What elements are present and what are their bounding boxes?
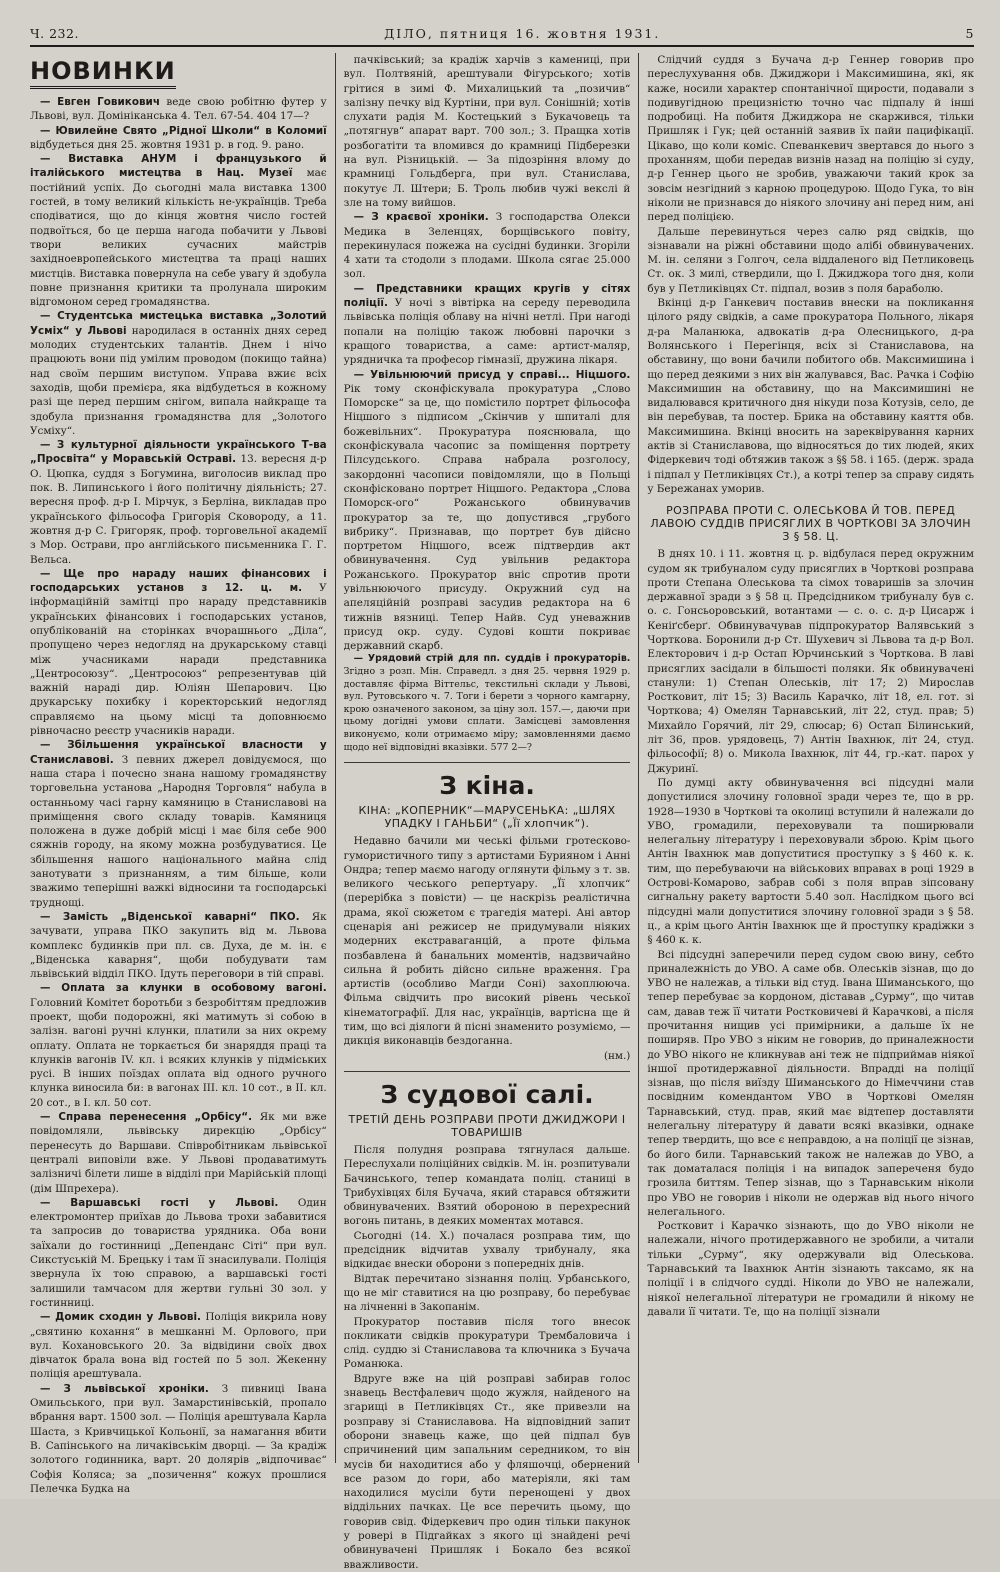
news-item-lead: — Урядовий стрій для пп. суддів і прокураторів. (353, 653, 631, 665)
divider (344, 762, 631, 763)
news-item-lead: — З культурної діяльности українського Т-ва „Просвіта“ у Моравській Остраві. (30, 439, 327, 466)
paragraph: Слідчий суддя з Бучача д-р Геннер говорив про переслухування обв. Джиджори і Максимишина, які, як каже, носили характер спонтанічної щирости, подавали з подивугідною прецизністю точно час підпалу й інші подробиці. На побитя Джиджора не скаржився, тільки Пришляк і Гук; цей останній заявив їх пайи пацифікації. Цікаво, що коли коміс. Спеванкевич звертався до нього з проханням, щоби передав визнів назад на поліцію зі суду, д-р Геннер цього не зробив, уважаючи такий крок за зовсім незгідний з карною процедурою. Щодо Гука, то він ніколи не признався до ніякого злочину ані перед ним, ані перед поліцією. (647, 54, 974, 224)
news-item-lead: — Ювилейне Свято „Рідної Школи“ в Коломиї (40, 124, 327, 137)
news-item-text: Поліція викрила нову „святиню кохання“ в мешканні М. Орлового, при вул. Кохановського 20. За відвідини своїх двох дівчаток брала вона від гостей по 5 зол. Жекенну поліція арештувала. (30, 1311, 327, 1381)
news-item-text: 13. вересня д-р О. Цюпка, суддя з Богумина, виголосив виклад про пок. В. Липинського і його політичну діяльність; 27. вересня проф. д-р І. Мірчук, з Берліна, викладав про українського фільософа Григорія Сковороду, а 11. жовтня д-р С. Григоряк, проф. торговельної академії з Мор. Острави, про англійського письменника Г. Г. Вельса. (30, 453, 327, 566)
news-item-lead: — Представники кращих кругів у сітях поліції. (343, 282, 631, 310)
news-item-text: Головний Комітет боротьби з безробіттям предложив проект, щоби подорожні, які матимуть зі собою в залізн. вагоні ручні клунки, платили за них окрему оплату. Оплата не торкається би знаряддя праці та клунків вагонів IV. кл. і всяких клунків у підміських русі. В інших поїздах оплата від одного ручного клунка виносила би: в вагонах III. кл. 10 сот., в II. кл. 20 сот., в I. кл. 50 сот. (30, 996, 327, 1109)
column-news (30, 53, 335, 1495)
news-item (30, 567, 327, 739)
news-item-text: народилася в останніх днях серед молодих студентських талантів. Днем і нічо працюють вони під умілим проводом (покищо тайна) над своїм першим виступом. Управа вжиє всіх заходів, щоби премієра, яка відбудеться в кожному разі ще перед першим снігом, випала найкраще та здобула признання громадянства для „Золотого Усміху“. (30, 324, 327, 437)
news-item-text: З господарства Олекси Медика в Зеленцях, борщівського повіту, перекинулася пожежа на сусідні будинки. Згоріли 4 хати та стодоли з плодами. Школа сягає 25.000 зол. (343, 211, 631, 281)
news-item-lead: — З львівської хроніки. (40, 1382, 209, 1395)
news-item (30, 1110, 327, 1196)
news-item (30, 1382, 327, 1496)
divider (344, 1071, 631, 1072)
news-item-text: Рік тому сконфіскувала прокуратура „Слово Поморске“ за це, що помістило портрет фільософа Ніцшого з підписом „Скінчив у шпиталі для божевільних“. Прокуратура пояснювала, що сконфіскувала часопис за поміщення портрету Пілсудського. Справа набрала розголосу, закордонні часописи повідомляли, що в Польщі сконфісковано портрет Ніцшого. Редактора „Слова Поморск-ого“ Рожанського обвинувачив прокуратор за те, що допустився „грубого вибрику“. Признавав, що портрет був дійсно портретом Ніцшого, всеж підтвердив акт обвинувачення. Суд увільнив редактора Рожанського. Прокуратор вніс спротив проти увільнюючого присуду. Окружний суд на апеляційній розправі засудив редактора на 6 тижнів вязниці. Тепер Найв. Суд уневажнив присуд окр. суду. Судові кошти покриває державний скарб. (343, 382, 631, 653)
news-item-lead: — Справа перенесення „Орбісу“. (40, 1111, 253, 1124)
news-item-lead: — Ще про нараду наших фінансових і господарських установ з 12. ц. м. (30, 567, 327, 595)
news-item (30, 152, 327, 309)
news-item (30, 124, 327, 153)
kino-section-title: З кіна. (439, 771, 535, 801)
news-item (344, 282, 631, 368)
news-item-text: Один електромонтер приїхав до Львова трохи забавитися та запросив до товариства урядника. Оба вони заїхали до гостинниці „Депенданс Сіті“ при вул. Сикстуській М. Брецьку і там її знасилували. Поліція звернула їх тою справою, а варшавські гості залишили тамчасом для жертви гульні 30 зол. у гостинниці. (30, 1196, 327, 1309)
news-item-lead: — З краєвої хроніки. (353, 211, 489, 224)
paragraph: По думці акту обвинувачення всі підсудні мали допустилися злочину головної зради через те, що в рр. 1928—1930 в Чорткові та околиці вступили й належали до УВО, громадили, переховували та поширювали нелегальну літературу і переховували зброю. Крім цього Антін Івахнюк мав допуститися проступку з § 460 к. к. тим, що перебуваючи на військових вправах в році 1929 в Острові-Комарово, забрав собі з поля вправ зіпсовану сигнальну ракету вартости 5.40 зол. Наслідком цього всі підсудні мали допуститися злочину головної зради з § 58. ц., а крім цього Антін Івахнюк ще й проступку крадіжки з § 460 к. к. (647, 776, 974, 947)
news-item-text: пачківський; за крадіж харчів з камениці, при вул. Полтвяній, арештували Фігурського; хотів грітися в зимі Ф. Михалицький та „позичив“ залізну печку від Куртіни, при вул. Сонішній; хотів слухати радія М. Костецький з Букачовець та „потягнув“ апарат варт. 700 зол.; З. Пращка хотів розбогатіти та вломився до крамниці Підберезки на вул. Різницькій. — За підозріння вломy до крамниці Гольдберга, при вул. Станислава, покутує Л. Штери; Б. Троль любив чужі векслі й зле на тому вийшов. (343, 54, 631, 209)
news-item (30, 738, 327, 910)
news-item (30, 910, 327, 981)
column-court (639, 53, 974, 1463)
news-item (30, 1310, 327, 1381)
news-item (344, 653, 631, 754)
court-report (344, 1143, 631, 1572)
news-item-text: Як зачувати, управа ПКО закупить від м. Львова комплекс будинків при пл. св. Духа, де м. ін. є „Віденська каварня“, щоби побудувати там львівський відділ ПКО. Ідуть переговори в тій справі. (30, 910, 327, 981)
news-item-text: відбудеться дня 25. жовтня 1931 р. в год. 9. рано. (30, 138, 305, 151)
news-item-lead: — Виставка АНУМ і французького й італійського мистецтва в Нац. Музеї (30, 153, 327, 180)
news-item-lead: — Евген Говикович (40, 96, 160, 108)
news-item-lead: — Оплата за клунки в особовому вагоні. (40, 982, 327, 995)
news-item-lead: — Варшавські гості у Львові. (40, 1196, 279, 1209)
issue-number: Ч. 232. (30, 26, 79, 41)
news-item (344, 53, 631, 210)
paragraph: Прокуратор поставив після того внесок покликати свідків прокуратури Трембаловича і слід. суддю зі Станиславова та ключника з Бучача Романюка. (343, 1315, 631, 1371)
newspaper-title-date: ДІЛО, пятниця 16. жовтня 1931. (384, 26, 661, 41)
news-item-text: веде свою робітню футер у Львові, вул. Домініканська 4. Тел. 67-54. 404 17—? (30, 96, 327, 123)
news-item-lead: — Домик сходин у Львові. (40, 1311, 201, 1324)
court-report-continued (647, 53, 974, 496)
paragraph: Дальше перевинуться через салю ряд свідків, що зізнавали на ріжні обставини щодо алібі обвинувачених. М. ін. селяни з Голгоч, села віддаленого від Петликовець Ст. ок. 3 милі, ствердили, що І. Джиджора того дня, коли був у Петликівцях Ст. підпал, возив з поля бараболю. (647, 225, 974, 295)
news-item (30, 1196, 327, 1310)
paragraph: Після полудня розправа тягнулася дальше. Переслухали поліційних свідків. М. ін. розпитували Бачинського, тепер командата поліц. станиці в Трибухівцях біля Бучача, який старався обтяжити обвинувачених. Взятий обороною в перехресний вогонь питань, в деяких моментах мотався. (343, 1143, 631, 1228)
paragraph: Ростковит і Карачко зізнають, що до УВО ніколи не належали, нічого протидержавного не зробили, а читали тільки „Сурму“, яку одержували від Олеськова. Тарнавський та Івахнюк Антін зізнають таксамо, як на поліції і в слідчого судді. Ніколи до УВО не належали, ніякої нелегальної літератури не громадили й нікому не давали її читати. Те, що на поліції зізнали (647, 1220, 974, 1318)
news-item-text: Згідно з розп. Мін. Справедл. з дня 25. червня 1929 р. доставляє фірма Віттельс, текстильні склади у Львові, вул. Рутовського ч. 7. Тоги і берети з чорного камгарну, крою означеного законом, за ціну зол. 157.—, даючи при цьому догідні умови сплати. Замісцеві замовлення виконуємо, коли отримаємо міру; замовленнями даємо щодо неї відповідні вказівки. 577 2—? (343, 666, 631, 753)
news-item-text: Як ми вже повідомляли, львівську дирекцію „Орбісу“ перенесуть до Варшави. Співробітникам львівської централі виповіли вже. У Львові продаватимуть залізничі білети лише в відділі при Марійській площі (дім Шпрехера). (30, 1111, 327, 1195)
kino-review: Недавно бачили ми чеські фільми гротесково-гумористичного типу з артистами Бурияном і Анні Ондра; тепер маємо нагоду оглянути фільму з т. зв. великого чеського репертуару. „Її хлопчик“ (перерібка з повісти) — це наскрізь реалістична драма, якої сюжетом є трагедія матері. Ані автор сценарія ані режисер не придумували ніяких модерних екстраваганцій, а проте фільма позбавлена й банальних моментів, надзвичайно сильна й робить дійсно сильне враження. Гра артистів (особливо Магди Соні) захоплююча. Фільма свідчить про високий рівень чеської кінематографії. Для нас, українців, вартісна ще й тим, що всі діялоги й пісні знаменито розуміємо, — дикція виконавців бездоганна. (343, 835, 631, 1048)
court-subtitle: ТРЕТІЙ ДЕНЬ РОЗПРАВИ ПРОТИ ДЖИДЖОРИ І ТОВАРИШІВ (348, 1112, 626, 1139)
paragraph: В днях 10. і 11. жовтня ц. р. відбулася перед окружним судом як трибуналом суду присяглих в Чорткові розправа проти Степана Олеськова та сімох товаришів за злочин державної зради з § 58 ц. Предсідником трибуналу був с. о. с. Гонсьоровський, вотантами — с. о. с. д-р Цисарж і Кеніґсберґ. Обвинувачував підпрокуратор Валявський з Чорткова. Боронили д-р Ст. Шухевич зі Львова та д-р Вол. Електорович і д-р Остап Юрчинський з Чорткова. В лаві присяглих засідали в більшості поляки. Як обвинувачені станули: 1) Степан Олеськів, літ 17; 2) Мирослав Ростковит, літ 15; 3) Василь Карачко, літ 18, ел. гот. зі Чорткова; 4) Омелян Тарнавський, літ 22, студ. прав; 5) Михайло Горячий, літ 29, слюсар; 6) Остап Білинський, літ 36, пров. урядовець, 7) Антін Івахнюк, літ 24, студ. фільософії; 8) о. Микола Івахнюк, літ 44, гр.-кат. парох у Джуринї. (647, 548, 974, 775)
paragraph: Вкінці д-р Ганкевич поставив внески на покликання цілого ряду свідків, а саме прокуратора Польного, лікаря д-ра Маланюка, адвокатів д-ра Олесницького, д-ра Волянського і Перегінця, всіх зі Станиславова, на обставину, що вони бачили побитого обв. Максимишина і що перед деякими з них він жалувався, Вас. Рачка і Софію Максимишин на обставину, що на Максимишині не видалювався критичного дня нікуди поза Котузів, село, де він перебував, та постер. Брика на обставину каяття обв. Максимишина. Вкінці вносить на зареквірування карних актів зі Станиславова, що відносяться до тих людей, яких Фідеркевич тоді обтяжив також з §§ 58. і 165. (держ. зрада і підпал у Петликівцях Ст.), а котрі тепер за справу сидять у Бережанах уморив. (647, 297, 974, 495)
news-item-text: З певних джерел довідуємося, що наша стара і почесно знана нашому громадянству торговельна установа „Народня Торговля“ набула в останньому часі гарну камяницю в Станиславові на приміщення свого складу товарів. Камяниця положена в дуже добрій місці і має біля себе 900 сяжнів городу, на якому можна розбудуватися. Це збільшення нашого національного майна слід занотувати з признанням, а тим більше, коли зважимо теперішні важкі відносини та господарські труднощі. (30, 753, 327, 909)
olesko-trial-report (647, 547, 974, 1319)
news-item (344, 368, 631, 654)
news-item-text: У інформаційній замітці про нараду представників українських фінансових і господарських установ, опублікованій на сторінках вчорашнього „Діла“, пропущено через недогляд на друкарському ставці між учасниками наради представника „Центросоюзу“. „Центросоюз“ репрезентував цій важній нараді дир. Юліян Шепарович. Цю друкарську похибку і коректорський недогляд справляємо на цьому місці та доповнюємо рівночасно реєстр учасників наради. (30, 582, 327, 738)
news-item (30, 438, 327, 567)
news-item (344, 210, 631, 281)
olesko-trial-title: РОЗПРАВА ПРОТИ С. ОЛЕСЬКОВА Й ТОВ. ПЕРЕД ЛАВОЮ СУДДІВ ПРИСЯГЛИХ В ЧОРТКОВІ ЗА ЗЛОЧИН З § 58. Ц. (650, 504, 971, 544)
court-section-title: З судової салі. (380, 1079, 594, 1109)
news-item (30, 309, 327, 438)
section-title-novynky: НОВИНКИ (30, 57, 176, 89)
news-item-lead: — Збільшення української власности у Станиславові. (30, 739, 327, 766)
chronicle-items (344, 53, 631, 754)
page-number: 5 (965, 26, 974, 41)
news-item-text: З пивниці Івана Омильського, при вул. Замарстинівській, пропало вбрання варт. 1500 зол. — Поліція арештувала Карла Шаста, з Кривчицької Кольонії, за намагання вбити В. Сапінського на личаківськім дворці. — За крадіж золотого годинника, варт. 20 долярів „відпочиває“ Софія Коляса; за „позичення“ кожух прошлися Пелечка Будка на (30, 1382, 327, 1495)
news-items (30, 95, 327, 1496)
masthead (30, 26, 974, 47)
kino-signature: (нм.) (603, 1049, 631, 1062)
paragraph: Сьогодні (14. X.) почалася розправа тим, що предсідник відчитав ухвалу трибуналу, яка відкидає внески оборони з попередніх днів. (343, 1229, 631, 1271)
kino-subtitle: КІНА: „КОПЕРНИК“—МАРУСЕНЬКА: „ШЛЯХ УПАДКУ І ГАНЬБИ“ („Її хлопчик“). (358, 804, 616, 831)
news-item-lead: — Студентська мистецька виставка „Золотий Усміх“ у Львові (30, 310, 327, 337)
news-item-lead: — Увільнюючий присуд у справі... Ніцшого. (353, 368, 631, 381)
paragraph: Всі підсудні заперечили перед судом свою вину, себто приналежність до УВО. А саме обв. Олеськів зізнав, що до УВО не належав, а тільки від студ. Івана Шиманського, що тепер перебуває за кордоном, діставав „Сурму“, що читав сам, давав теж її читати Ростковичеві й Карачкові, а після прочитання нищив усі примірники, а дальше їх не поширяв. Про УВО з ніким не говорив, до приналежности до УВО нікого не кликнував ані теж не підприймав ніякої іншої протидержавної діяльности. Впрадді на поліції зізнав, що після виїзду Шиманського до Німеччини став посвідним комендантом УВО в Чорткові Омелян Тарнавський, студ. прав, який має відтепер доставляти нелегальну літературу й давати всякі вказівки, однаке тепер твердить, що все є неправдою, а на поліції це зізнав, бо його били. Тарнавський також не належав до УВО, а так доматалася поліція і на випадок запереченя будо грозила биттям. Тепер зізнав, що з Тарнавським ніколи про УВО не говорив і ніколи не одержав від нього нічого нелегального. (647, 948, 974, 1218)
news-item-lead: — Замість „Віденської каварні“ ПКО. (40, 910, 300, 923)
news-item-text: У ночі з вівтірка на середу переводила львівська поліція облаву на нічні нетлі. При нагоді попали на поліцію також любовні парочки з кращого товариства, а саме: артист-маляр, урядничка та професор гімназії, дружина лікаря. (343, 297, 631, 367)
news-item (30, 981, 327, 1110)
news-item (30, 95, 327, 124)
column-chronicle (335, 53, 640, 1571)
paragraph: Відтак перечитано зізнання поліц. Урбанського, що не міг ставитися на цю розправу, бо перебуває на лічненні в Закопанім. (343, 1272, 631, 1314)
news-item-text: має постійний успіх. До сьогодні мала виставка 1300 гостей, в тому великий кількість не-українців. Треба сподіватися, що до кінця жовтня число гостей подвоїться, бо це перша нагода побачити у Львові твори великих сучасних майстрів західноевропейського мистецтва та праці наших мистців. Виставка повернула на себе увагу й здобула повне признання критики та пролунала широким відгомоном серед громадянства. (30, 167, 327, 309)
paragraph: Вдруге вже на цій розправі забирав голос знавець Вестфалевич щодо жужля, найденого на згарищі в Петликівцях Ст., яке привезли на розправу зі Станиславова. На відповідний запит оборони знавець каже, що цей підпал був спричинений цим запальним середником, то він мусів би находитися або у фляшочці, обернений все разом до гори, або матеріяли, які там находилися мусіли бути перенощені у двох віддільних пачках. Це все перечить цьому, що говорив свід. Фідеркевич про один тільки пакунок у ровері в Підгайках з якого ці знайдені речі обвинувачені Пришляк і Бокало без всякої вважливости. (343, 1372, 631, 1571)
